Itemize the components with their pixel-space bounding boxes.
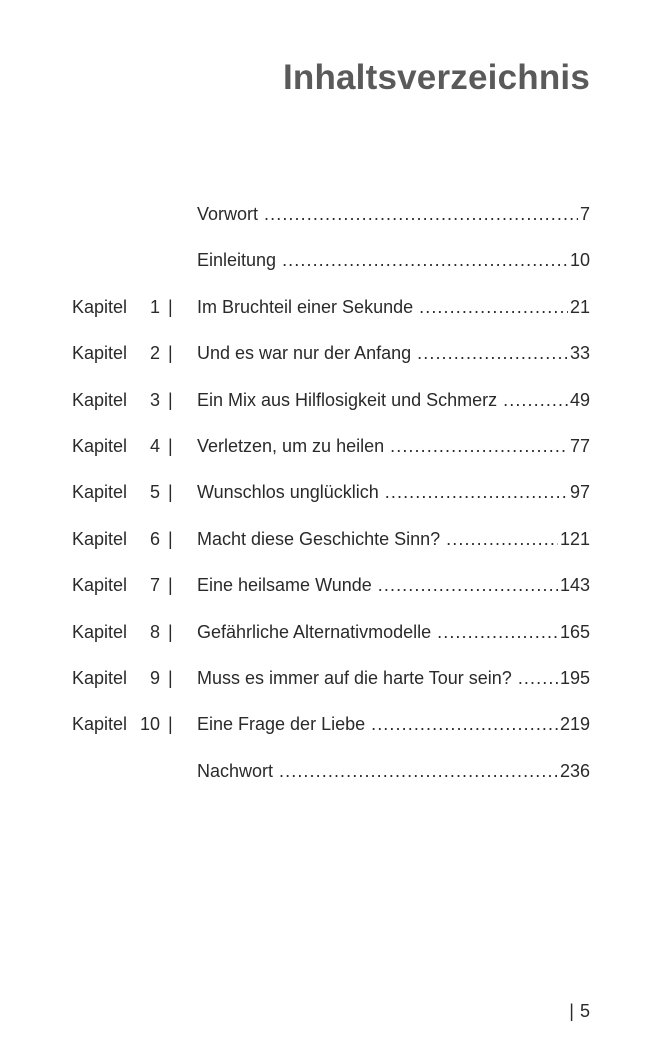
toc-line (197, 196, 590, 232)
toc-title: Muss es immer auf die harte Tour sein? (197, 667, 512, 688)
toc-page-number: 143 (559, 575, 590, 596)
toc-page-number: 49 (569, 389, 590, 410)
dot-leader (446, 521, 558, 557)
toc-line (197, 474, 590, 510)
toc-entry (0, 196, 650, 242)
dot-leader (282, 242, 568, 278)
toc-entry (0, 382, 650, 428)
chapter-word: Kapitel (72, 482, 128, 503)
dot-leader (371, 706, 558, 742)
toc-line (197, 289, 590, 325)
chapter-number: 9 (149, 667, 160, 688)
dot-leader (503, 382, 568, 418)
toc-page-number: 7 (579, 204, 590, 224)
toc-title: Macht diese Geschichte Sinn? (197, 528, 441, 549)
chapter-label (72, 706, 162, 742)
toc-line (197, 706, 590, 742)
toc-page-number: 165 (559, 621, 590, 642)
toc-title: Im Bruchteil einer Sekunde (197, 296, 414, 317)
toc-title: Und es war nur der Anfang (197, 343, 412, 364)
dot-leader (518, 660, 558, 696)
page-title: Inhaltsverzeichnis (282, 58, 590, 97)
page-number (569, 1001, 590, 1022)
chapter-word: Kapitel (72, 389, 128, 410)
chapter-number: 1 (149, 296, 160, 317)
chapter-number: 6 (149, 528, 160, 549)
chapter-number: 4 (149, 435, 160, 456)
toc-entry (0, 660, 650, 706)
dot-leader (279, 753, 558, 789)
chapter-number: 2 (149, 343, 160, 364)
toc-entry (0, 289, 650, 335)
toc-line (197, 614, 590, 650)
dot-leader (385, 474, 568, 510)
toc-line (197, 428, 590, 464)
toc-line (197, 335, 590, 371)
toc-page-number: 121 (559, 528, 590, 549)
chapter-separator: | (168, 528, 173, 549)
dot-leader (419, 289, 568, 325)
toc-title: Gefährliche Alternativmodelle (197, 621, 432, 642)
toc-page-number: 236 (559, 760, 590, 781)
chapter-separator: | (168, 482, 173, 503)
chapter-label (72, 567, 162, 603)
toc-line (197, 521, 590, 557)
chapter-word: Kapitel (72, 714, 128, 735)
toc-page-number: 195 (559, 667, 590, 688)
chapter-word: Kapitel (72, 435, 128, 456)
toc-entry (0, 567, 650, 613)
dot-leader (390, 428, 568, 464)
toc-title: Eine heilsame Wunde (197, 575, 372, 596)
chapter-separator: | (168, 575, 173, 596)
chapter-separator: | (168, 714, 173, 735)
toc-entry (0, 335, 650, 381)
toc-entry (0, 242, 650, 288)
chapter-separator: | (168, 435, 173, 456)
toc-page-number: 77 (569, 435, 590, 456)
dot-leader (378, 567, 558, 603)
chapter-label (72, 521, 162, 557)
chapter-separator: | (168, 296, 173, 317)
chapter-word: Kapitel (72, 621, 128, 642)
toc-entry (0, 474, 650, 520)
toc-title: Eine Frage der Liebe (197, 714, 366, 735)
toc-entry (0, 753, 650, 799)
chapter-separator: | (168, 343, 173, 364)
toc-entry (0, 614, 650, 660)
toc-title: Vorwort (197, 204, 259, 224)
chapter-label (72, 335, 162, 371)
toc-entry (0, 521, 650, 567)
chapter-separator: | (168, 667, 173, 688)
toc-page-number: 97 (569, 482, 590, 503)
chapter-separator: | (168, 389, 173, 410)
toc-title: Ein Mix aus Hilflosigkeit und Schmerz (197, 389, 498, 410)
toc-page-number: 21 (569, 296, 590, 317)
chapter-number: 7 (149, 575, 160, 596)
toc-title: Wunschlos unglücklich (197, 482, 379, 503)
toc-title: Einleitung (197, 250, 277, 271)
chapter-word: Kapitel (72, 575, 128, 596)
chapter-label (72, 614, 162, 650)
chapter-separator: | (168, 621, 173, 642)
chapter-word: Kapitel (72, 296, 128, 317)
toc-title: Nachwort (197, 760, 274, 781)
toc-line (197, 382, 590, 418)
toc-line (197, 567, 590, 603)
chapter-number: 5 (149, 482, 160, 503)
toc-page-number: 33 (569, 343, 590, 364)
chapter-label (72, 289, 162, 325)
chapter-label (72, 474, 162, 510)
chapter-word: Kapitel (72, 667, 128, 688)
dot-leader (417, 335, 568, 371)
chapter-word: Kapitel (72, 343, 128, 364)
toc-page-number: 10 (569, 250, 590, 271)
table-of-contents (0, 196, 650, 799)
chapter-word: Kapitel (72, 528, 128, 549)
dot-leader (437, 614, 558, 650)
toc-entry (0, 706, 650, 752)
page-number-value: 5 (579, 1001, 590, 1021)
toc-page-number: 219 (559, 714, 590, 735)
chapter-number: 3 (149, 389, 160, 410)
toc-line (197, 660, 590, 696)
toc-entry (0, 428, 650, 474)
dot-leader (264, 196, 578, 232)
chapter-number: 10 (139, 714, 160, 735)
chapter-label (72, 660, 162, 696)
toc-line (197, 753, 590, 789)
chapter-label (72, 382, 162, 418)
page-number-bar: | (569, 1001, 574, 1021)
chapter-label (72, 428, 162, 464)
toc-line (197, 242, 590, 278)
toc-title: Verletzen, um zu heilen (197, 435, 385, 456)
chapter-number: 8 (149, 621, 160, 642)
